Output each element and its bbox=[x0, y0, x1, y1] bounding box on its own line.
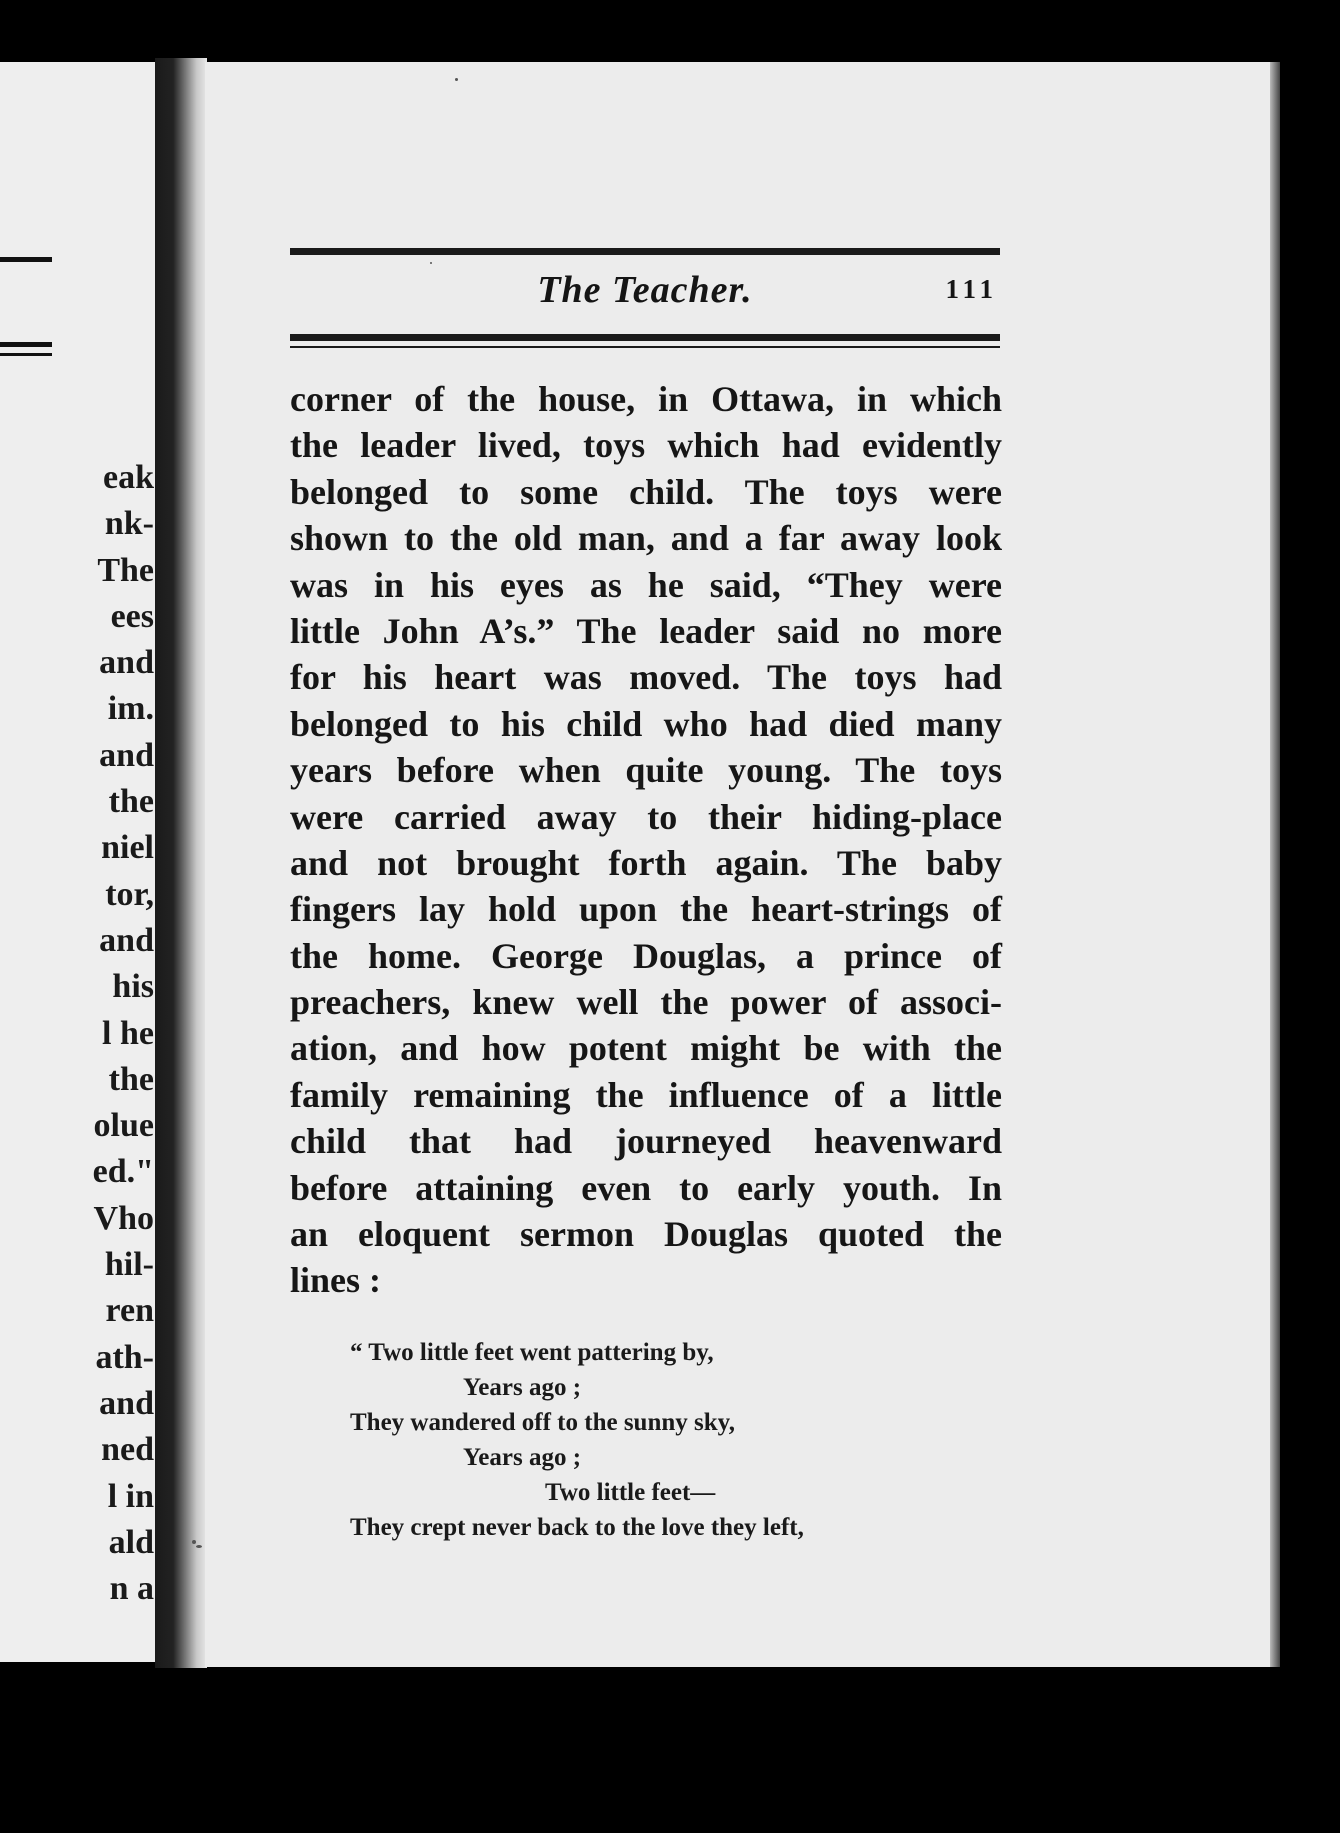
body-text bbox=[290, 376, 1002, 1304]
left-line: l in bbox=[107, 1477, 154, 1515]
body-line: little John A’s.” The leader said no more bbox=[290, 610, 1002, 651]
header-rule-thick bbox=[290, 334, 1000, 341]
left-line: his bbox=[112, 968, 154, 1006]
body-line: were carried away to their hiding-place bbox=[290, 796, 1002, 837]
left-page-rule bbox=[0, 257, 52, 262]
scan-speck bbox=[455, 78, 458, 81]
body-line: the leader lived, toys which had evidently bbox=[290, 425, 1002, 466]
left-line: ald bbox=[108, 1523, 154, 1561]
body-line: belonged to his child who had died many bbox=[290, 703, 1002, 744]
left-line: ed." bbox=[92, 1153, 154, 1191]
left-line: tor, bbox=[105, 875, 154, 913]
body-line: family remaining the influence of a little bbox=[290, 1074, 1002, 1115]
left-line: nk- bbox=[104, 505, 154, 543]
body-line: preachers, knew well the power of associ- bbox=[290, 982, 1002, 1023]
left-line: ned bbox=[101, 1431, 154, 1469]
left-line: and bbox=[99, 921, 154, 959]
left-page-fragment bbox=[0, 62, 158, 1662]
left-line: ees bbox=[110, 597, 154, 635]
left-page-rule bbox=[0, 342, 52, 347]
scan-speck bbox=[192, 1540, 196, 1544]
body-line: years before when quite young. The toys bbox=[290, 750, 1002, 791]
body-line: was in his eyes as he said, “They were bbox=[290, 564, 1002, 605]
left-page-text bbox=[34, 455, 154, 1612]
poem-line: Years ago ; bbox=[463, 1374, 582, 1401]
left-line: niel bbox=[101, 829, 154, 867]
body-line: lines : bbox=[290, 1260, 382, 1301]
left-line: the bbox=[108, 783, 154, 821]
left-line: l he bbox=[102, 1014, 154, 1052]
body-line: ation, and how potent might be with the bbox=[290, 1028, 1002, 1069]
left-line: Vho bbox=[93, 1199, 154, 1237]
running-head bbox=[290, 268, 1000, 318]
left-line: im. bbox=[107, 690, 154, 728]
left-line: and bbox=[99, 1384, 154, 1422]
body-line: shown to the old man, and a far away look bbox=[290, 518, 1002, 559]
left-line: ath- bbox=[95, 1338, 154, 1376]
body-line: before attaining even to early youth. In bbox=[290, 1167, 1002, 1208]
left-line: and bbox=[99, 736, 154, 774]
left-line: and bbox=[99, 644, 154, 682]
poem-line: They wandered off to the sunny sky, bbox=[350, 1409, 736, 1436]
poem-line: They crept never back to the love they left, bbox=[350, 1514, 804, 1541]
body-line: child that had journeyed heavenward bbox=[290, 1121, 1002, 1162]
left-line: n a bbox=[109, 1570, 154, 1608]
body-line: for his heart was moved. The toys had bbox=[290, 657, 1002, 698]
body-line: an eloquent sermon Douglas quoted the bbox=[290, 1214, 1002, 1255]
poem-line: Two little feet— bbox=[545, 1479, 716, 1506]
body-line: the home. George Douglas, a prince of bbox=[290, 935, 1002, 976]
poem-line: “ Two little feet went pattering by, bbox=[350, 1339, 714, 1366]
body-line: belonged to some child. The toys were bbox=[290, 471, 1002, 512]
body-line: and not brought forth again. The baby bbox=[290, 842, 1002, 883]
scan-speck bbox=[196, 1545, 202, 1548]
left-line: eak bbox=[103, 459, 154, 496]
header-rule-thin bbox=[290, 346, 1000, 348]
right-page-edge bbox=[1270, 62, 1280, 1667]
scan-speck bbox=[430, 262, 432, 264]
left-line: olue bbox=[93, 1107, 154, 1145]
poem-quotation bbox=[350, 1335, 804, 1545]
body-line: fingers lay hold upon the heart-strings of bbox=[290, 889, 1002, 930]
poem-line: Years ago ; bbox=[463, 1444, 582, 1471]
header-rule-top bbox=[290, 248, 1000, 255]
left-line: ren bbox=[105, 1292, 154, 1330]
book-gutter bbox=[155, 58, 207, 1668]
page-number: 111 bbox=[945, 274, 998, 304]
left-line: The bbox=[97, 551, 154, 589]
running-title: The Teacher. bbox=[537, 269, 753, 311]
left-page-rule bbox=[0, 353, 52, 356]
left-line: hil- bbox=[104, 1246, 154, 1284]
body-line: corner of the house, in Ottawa, in which bbox=[290, 379, 1002, 419]
left-line: the bbox=[108, 1060, 154, 1098]
